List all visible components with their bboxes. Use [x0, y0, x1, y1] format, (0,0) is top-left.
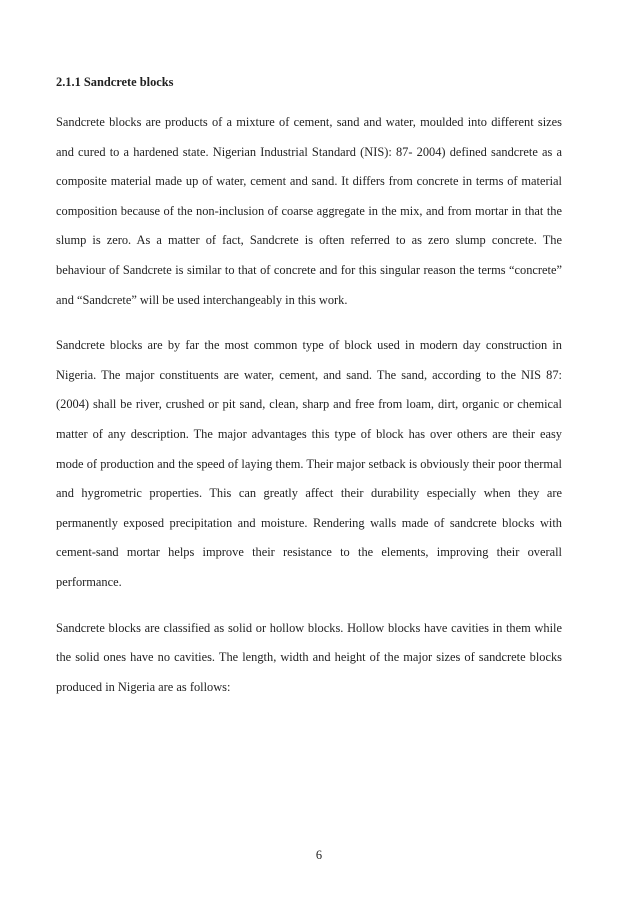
paragraph-constituents: Sandcrete blocks are by far the most common type of block used in modern day construction in Nigeria. The major constituents are water, cement, and sand. The sand, according to the NIS 87: (2004) shall be river, crushed or pit sand, clean, sharp and free from loam, dirt, organic or chemical matter of any description. The major advantages this type of block has over others are their easy mode of production and the speed of laying them. Their major setback is obviously their poor thermal and hygrometric properties. This can greatly affect their durability especially when they are permanently exposed precipitation and moisture. Rendering walls made of sandcrete blocks with cement-sand mortar helps improve their resistance to the elements, improving their overall performance.	[56, 338, 562, 589]
section-heading: 2.1.1 Sandcrete blocks	[56, 75, 174, 89]
paragraph-classification: Sandcrete blocks are classified as solid or hollow blocks. Hollow blocks have cavities in them while the solid ones have no cavities. The length, width and height of the major sizes of sandcrete blocks produced in Nigeria are as follows:	[56, 620, 562, 694]
page-content	[56, 73, 562, 718]
page-number: 6	[315, 848, 323, 862]
paragraph-definition: Sandcrete blocks are products of a mixture of cement, sand and water, moulded into different sizes and cured to a hardened state. Nigerian Industrial Standard (NIS): 87- 2004) defined sandcrete as a composite material made up of water, cement and sand. It differs from concrete in terms of material composition because of the non-inclusion of coarse aggregate in the mix, and from mortar in that the slump is zero. As a matter of fact, Sandcrete is often referred to as zero slump concrete. The behaviour of Sandcrete is similar to that of concrete and for this singular reason the terms “concrete” and “Sandcrete” will be used interchangeably in this work.	[56, 115, 562, 307]
